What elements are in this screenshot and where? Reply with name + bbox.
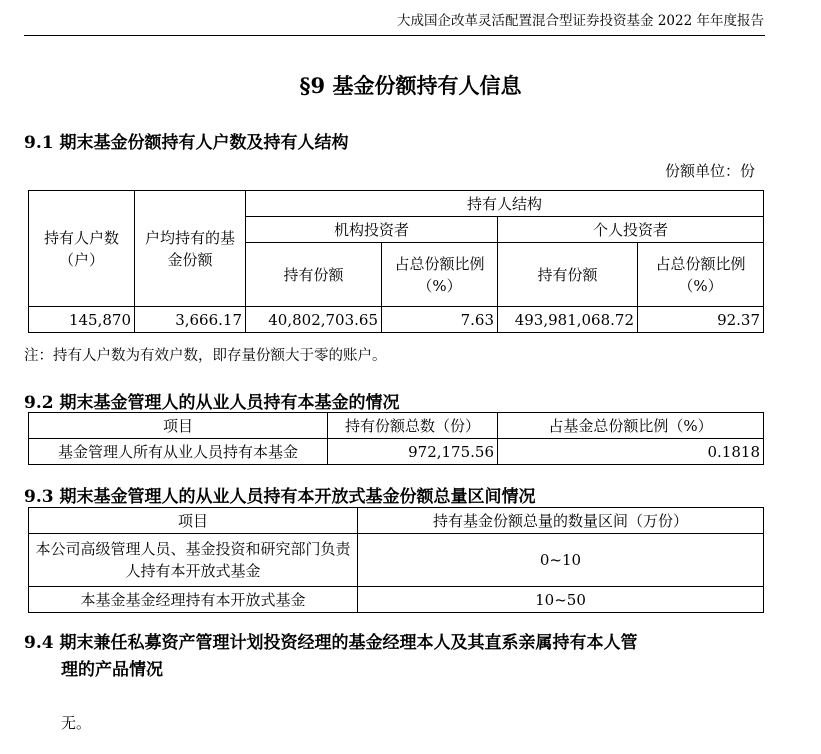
cell-range: 0~10 bbox=[358, 534, 764, 587]
report-header-title: 大成国企改革灵活配置混合型证券投资基金 2022 年年度报告 bbox=[397, 13, 764, 29]
cell-inst-shares: 40,802,703.65 bbox=[246, 307, 382, 333]
section-9-1-heading: 9.1 期末基金份额持有人户数及持有人结构 bbox=[24, 133, 349, 153]
cell-holders: 145,870 bbox=[29, 307, 135, 333]
section-9-4-content: 无。 bbox=[61, 714, 92, 732]
staff-holding-table bbox=[28, 412, 764, 465]
header-indiv-shares: 持有份额 bbox=[498, 243, 638, 307]
header-inst-ratio: 占总份额比例（%） bbox=[382, 243, 498, 307]
header-indiv-ratio: 占总份额比例（%） bbox=[638, 243, 764, 307]
cell-inst-ratio: 7.63 bbox=[382, 307, 498, 333]
header-holder-structure: 持有人结构 bbox=[246, 191, 764, 217]
cell-item: 本公司高级管理人员、基金投资和研究部门负责人持有本开放式基金 bbox=[29, 534, 358, 587]
cell-indiv-shares: 493,981,068.72 bbox=[498, 307, 638, 333]
holder-structure-table bbox=[28, 190, 764, 333]
header-institutional: 机构投资者 bbox=[246, 217, 498, 243]
section-9-2-heading: 9.2 期末基金管理人的从业人员持有本基金的情况 bbox=[24, 393, 400, 413]
cell-indiv-ratio: 92.37 bbox=[638, 307, 764, 333]
header-individual: 个人投资者 bbox=[498, 217, 764, 243]
header-total-shares: 持有份额总数（份） bbox=[328, 413, 498, 439]
cell-avg-shares: 3,666.17 bbox=[135, 307, 246, 333]
header-ratio: 占基金总份额比例（%） bbox=[498, 413, 764, 439]
section-9-3-heading: 9.3 期末基金管理人的从业人员持有本开放式基金份额总量区间情况 bbox=[24, 487, 536, 507]
cell-ratio: 0.1818 bbox=[498, 439, 764, 465]
header-avg-shares: 户均持有的基金份额 bbox=[135, 191, 246, 307]
holder-note: 注：持有人户数为有效户数，即存量份额大于零的账户。 bbox=[24, 348, 387, 364]
cell-item: 基金管理人所有从业人员持有本基金 bbox=[29, 439, 328, 465]
header-item: 项目 bbox=[29, 413, 328, 439]
header-holders: 持有人户数（户） bbox=[29, 191, 135, 307]
cell-item: 本基金基金经理持有本开放式基金 bbox=[29, 587, 358, 613]
section-9-4-heading-cont: 理的产品情况 bbox=[61, 660, 163, 680]
cell-range: 10~50 bbox=[358, 587, 764, 613]
unit-label: 份额单位：份 bbox=[664, 162, 755, 180]
header-divider bbox=[24, 35, 765, 36]
share-range-table bbox=[28, 507, 764, 613]
cell-total-shares: 972,175.56 bbox=[328, 439, 498, 465]
header-range: 持有基金份额总量的数量区间（万份） bbox=[358, 508, 764, 534]
header-item: 项目 bbox=[29, 508, 358, 534]
section-9-4-heading: 9.4 期末兼任私募资产管理计划投资经理的基金经理本人及其直系亲属持有本人管 bbox=[24, 633, 638, 653]
header-inst-shares: 持有份额 bbox=[246, 243, 382, 307]
page-title: §9 基金份额持有人信息 bbox=[299, 73, 522, 98]
